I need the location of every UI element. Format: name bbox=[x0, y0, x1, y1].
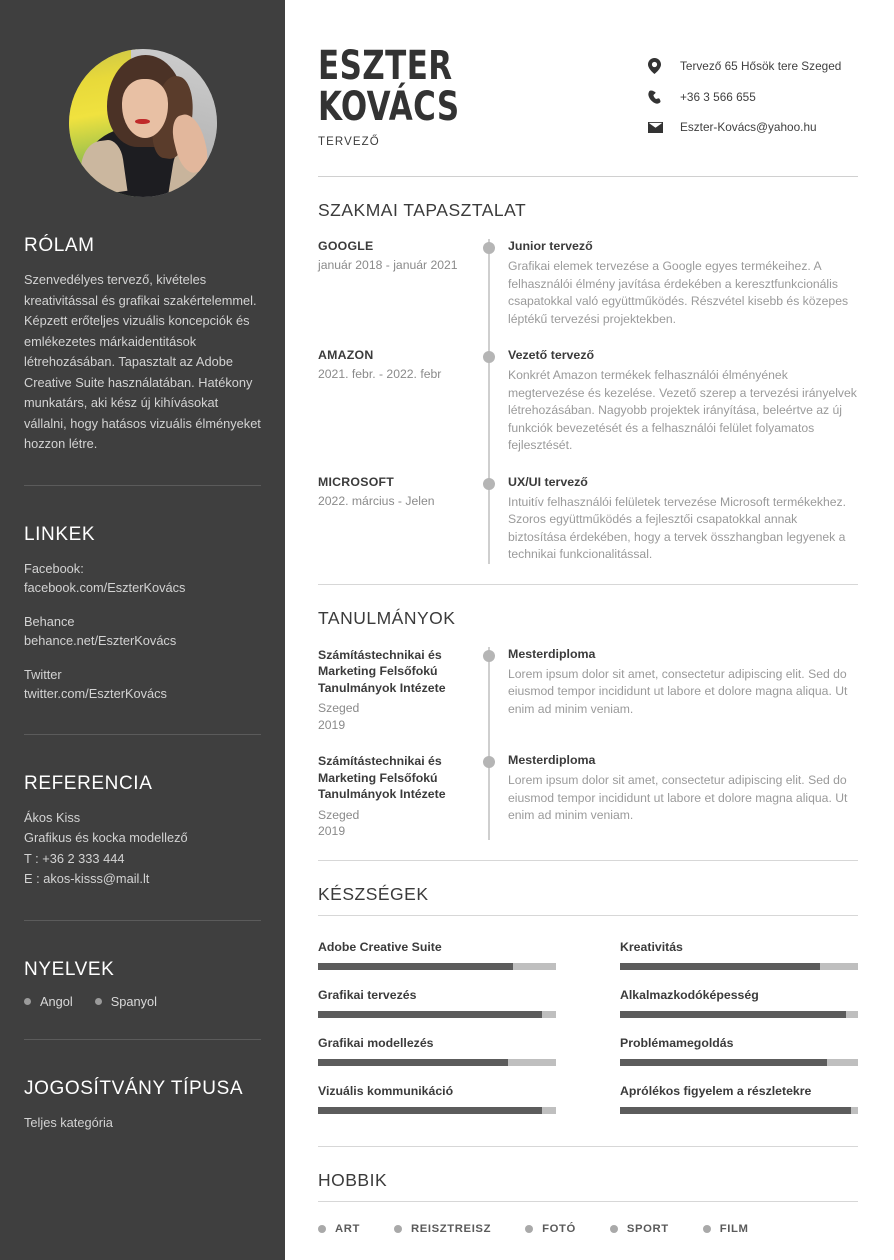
bullet-dot-icon bbox=[610, 1225, 618, 1233]
skill-bar-fill bbox=[318, 963, 513, 970]
skills-section bbox=[318, 884, 858, 1114]
link-label: Twitter bbox=[24, 666, 62, 682]
experience-company: AMAZON bbox=[318, 348, 374, 362]
contact-address[interactable] bbox=[648, 58, 858, 74]
sidebar-divider bbox=[24, 1039, 261, 1040]
timeline-dot-icon bbox=[483, 242, 495, 254]
experience-company: GOOGLE bbox=[318, 239, 374, 253]
section-divider bbox=[318, 860, 858, 861]
skill-item bbox=[620, 1084, 858, 1114]
about-text: Szenvedélyes tervező, kivételes kreativitással és grafikai szakértelemmel. Képzett erőteljes vizuális koncepciók és emlékezetes márkaidentitások létrehozásában. Tapasztalt az Adobe Creative Suite használatában. Hatékony munkatárs, aki kész új kihívásokat vállalni, hogy hatásos vizuális élményeket hozzon létre. bbox=[24, 272, 261, 451]
education-year: 2019 bbox=[318, 717, 346, 732]
hobby-item bbox=[610, 1223, 669, 1235]
hobby-label: SPORT bbox=[626, 1222, 669, 1235]
education-degree: Mesterdiploma bbox=[508, 646, 596, 661]
education-city: Szeged bbox=[318, 807, 360, 822]
contact-address-text: Tervező 65 Hősök tere Szeged bbox=[680, 59, 842, 73]
education-item bbox=[318, 753, 858, 840]
skill-item bbox=[620, 988, 858, 1018]
skill-label: Grafikai tervezés bbox=[318, 987, 417, 1002]
skill-bar-fill bbox=[620, 1059, 827, 1066]
hobby-item bbox=[703, 1223, 749, 1235]
reference-title: REFERENCIA bbox=[24, 772, 153, 794]
education-desc: Lorem ipsum dolor sit amet, consectetur adipiscing elit. Sed do eiusmod tempor incididunt ut labore et dolore magna aliqua. Ut enim ad minim veniam. bbox=[508, 773, 848, 822]
skill-bar-fill bbox=[620, 1011, 846, 1018]
contact-email-text: Eszter-Kovács@yahoo.hu bbox=[680, 120, 817, 134]
contact-list bbox=[648, 46, 858, 150]
timeline-dot-icon bbox=[483, 650, 495, 662]
skill-bar-fill bbox=[318, 1011, 542, 1018]
education-desc: Lorem ipsum dolor sit amet, consectetur adipiscing elit. Sed do eiusmod tempor incididunt ut labore et dolore magna aliqua. Ut enim ad minim veniam. bbox=[508, 666, 848, 716]
experience-section bbox=[318, 200, 858, 564]
experience-desc: Intuitív felhasználói felületek tervezése Microsoft termékekhez. Szoros együttműködés a fejlesztői csapatokkal annak biztosítása érdekében, hogy a tervek összhangban legyenek a technikai funkcionalitással. bbox=[508, 494, 847, 561]
languages-section bbox=[24, 959, 261, 1009]
hobbies-list bbox=[318, 1223, 858, 1235]
links-title: LINKEK bbox=[24, 523, 96, 545]
timeline-dot-icon bbox=[483, 478, 495, 490]
bullet-dot-icon bbox=[24, 998, 31, 1005]
contact-phone[interactable] bbox=[648, 90, 858, 104]
experience-role: Vezető tervező bbox=[508, 348, 595, 362]
skill-bar-track bbox=[318, 1107, 556, 1114]
link-item-facebook[interactable] bbox=[24, 559, 261, 598]
header-divider bbox=[318, 176, 858, 177]
education-city: Szeged bbox=[318, 701, 360, 715]
education-school: Számítástechnikai és Marketing Felsőfokú Tanulmányok Intézete bbox=[318, 754, 446, 801]
links-section bbox=[24, 524, 261, 704]
bullet-dot-icon bbox=[394, 1225, 402, 1233]
skill-bar-track bbox=[620, 1107, 858, 1114]
skill-label: Problémamegoldás bbox=[620, 1035, 734, 1050]
license-title: JOGOSÍTVÁNY TÍPUSA bbox=[24, 1077, 244, 1099]
link-item-twitter[interactable] bbox=[24, 665, 261, 704]
skill-item bbox=[620, 1036, 858, 1066]
first-name: ESZTER bbox=[318, 43, 453, 89]
experience-item bbox=[318, 348, 858, 455]
link-item-behance[interactable] bbox=[24, 612, 261, 651]
skill-item bbox=[318, 988, 556, 1018]
experience-date: 2022. március - Jelen bbox=[318, 493, 435, 508]
bullet-dot-icon bbox=[703, 1225, 711, 1233]
hobby-label: FILM bbox=[719, 1222, 749, 1235]
experience-role: Junior tervező bbox=[508, 239, 593, 253]
name-block bbox=[318, 43, 648, 150]
profile-photo bbox=[69, 49, 217, 197]
about-section bbox=[24, 235, 261, 455]
section-divider bbox=[318, 584, 858, 585]
language-item bbox=[24, 994, 73, 1009]
link-label: Facebook: bbox=[24, 560, 84, 576]
skill-item bbox=[620, 940, 858, 970]
skill-bar-fill bbox=[620, 963, 820, 970]
contact-email[interactable] bbox=[648, 120, 858, 134]
job-title: TERVEZŐ bbox=[318, 136, 380, 148]
skill-bar-track bbox=[318, 1059, 556, 1066]
link-label: Behance bbox=[24, 613, 75, 629]
language-item bbox=[95, 994, 157, 1009]
experience-item bbox=[318, 475, 858, 564]
header bbox=[318, 0, 858, 150]
phone-icon bbox=[648, 90, 672, 104]
link-value: behance.net/EszterKovács bbox=[24, 633, 177, 648]
language-label: Spanyol bbox=[110, 993, 157, 1009]
education-school: Számítástechnikai és Marketing Felsőfokú Tanulmányok Intézete bbox=[318, 647, 446, 695]
reference-phone: T : +36 2 333 444 bbox=[24, 850, 125, 866]
hobby-item bbox=[318, 1223, 360, 1235]
timeline-line bbox=[488, 647, 490, 756]
hobbies-underline bbox=[318, 1201, 858, 1202]
experience-item bbox=[318, 239, 858, 328]
skill-bar-track bbox=[318, 1011, 556, 1018]
skill-label: Grafikai modellezés bbox=[318, 1035, 434, 1050]
skill-item bbox=[318, 1084, 556, 1114]
experience-desc: Grafikai elemek tervezése a Google egyes termékeihez. A felhasználói élmény javítása érdekében a keresztfunkcionális csapatokkal való együttműködés. Részvétel kisebb és közepes léptékű tervezési projektekben. bbox=[508, 259, 849, 326]
sidebar-divider bbox=[24, 920, 261, 921]
skill-label: Adobe Creative Suite bbox=[318, 939, 442, 954]
skill-bar-fill bbox=[318, 1107, 542, 1114]
skill-label: Aprólékos figyelem a részletekre bbox=[620, 1083, 812, 1098]
education-item bbox=[318, 647, 858, 734]
skill-label: Vizuális kommunikáció bbox=[318, 1083, 454, 1098]
last-name: KOVÁCS bbox=[318, 84, 460, 130]
sidebar bbox=[0, 0, 285, 1260]
skill-label: Kreativitás bbox=[620, 939, 683, 954]
experience-company: MICROSOFT bbox=[318, 474, 395, 489]
reference-role: Grafikus és kocka modellező bbox=[24, 830, 188, 845]
skill-bar-track bbox=[318, 963, 556, 970]
skills-grid bbox=[318, 940, 858, 1114]
bullet-dot-icon bbox=[95, 998, 102, 1005]
hobby-label: ART bbox=[335, 1222, 361, 1235]
bullet-dot-icon bbox=[318, 1225, 326, 1233]
hobbies-section bbox=[318, 1170, 858, 1235]
section-divider bbox=[318, 1146, 858, 1147]
skill-item bbox=[318, 940, 556, 970]
license-value: Teljes kategória bbox=[24, 1114, 113, 1130]
skill-label: Alkalmazkodóképesség bbox=[620, 987, 759, 1002]
education-section bbox=[318, 608, 858, 840]
hobbies-title: HOBBIK bbox=[318, 1169, 388, 1190]
education-degree: Mesterdiploma bbox=[508, 753, 596, 767]
education-title: TANULMÁNYOK bbox=[318, 607, 456, 628]
envelope-icon bbox=[648, 122, 672, 133]
bullet-dot-icon bbox=[525, 1225, 533, 1233]
experience-date: január 2018 - január 2021 bbox=[318, 258, 458, 272]
link-value: facebook.com/EszterKovács bbox=[24, 580, 186, 595]
location-pin-icon bbox=[648, 58, 672, 74]
hobby-item bbox=[525, 1223, 576, 1235]
main-content bbox=[285, 0, 894, 1260]
hobby-label: REISZTREISZ bbox=[411, 1222, 492, 1235]
sidebar-divider bbox=[24, 734, 261, 735]
contact-phone-text: +36 3 566 655 bbox=[680, 90, 756, 104]
skill-item bbox=[318, 1036, 556, 1066]
language-label: Angol bbox=[40, 993, 73, 1009]
experience-desc: Konkrét Amazon termékek felhasználói élményének megtervezése és kezelése. Vezető szerep a tervezési irányelvek létrehozásában. Nagyobb projektek irányítása, beleértve az új funkciók bevezetését és a felhasználói felület folyamatos fejlesztését. bbox=[508, 368, 857, 452]
timeline-dot-icon bbox=[483, 756, 495, 768]
link-value: twitter.com/EszterKovács bbox=[24, 686, 167, 701]
skill-bar-fill bbox=[318, 1059, 508, 1066]
education-year: 2019 bbox=[318, 824, 346, 838]
skills-underline bbox=[318, 915, 858, 916]
reference-name: Ákos Kiss bbox=[24, 809, 81, 825]
skills-title: KÉSZSÉGEK bbox=[318, 883, 429, 904]
reference-email: E : akos-kisss@mail.lt bbox=[24, 871, 150, 886]
experience-role: UX/UI tervező bbox=[508, 474, 588, 489]
about-title: RÓLAM bbox=[24, 235, 95, 256]
license-section bbox=[24, 1078, 261, 1134]
timeline-line bbox=[488, 239, 490, 350]
experience-title: SZAKMAI TAPASZTALAT bbox=[318, 200, 527, 220]
timeline-dot-icon bbox=[483, 351, 495, 363]
skill-bar-track bbox=[620, 963, 858, 970]
skill-bar-fill bbox=[620, 1107, 851, 1114]
reference-section bbox=[24, 773, 261, 890]
experience-date: 2021. febr. - 2022. febr bbox=[318, 367, 442, 381]
sidebar-divider bbox=[24, 485, 261, 486]
skill-bar-track bbox=[620, 1011, 858, 1018]
skill-bar-track bbox=[620, 1059, 858, 1066]
languages-title: NYELVEK bbox=[24, 958, 115, 980]
avatar bbox=[69, 49, 217, 197]
timeline-line bbox=[488, 348, 490, 477]
hobby-label: FOTÓ bbox=[542, 1222, 576, 1235]
hobby-item bbox=[394, 1223, 491, 1235]
